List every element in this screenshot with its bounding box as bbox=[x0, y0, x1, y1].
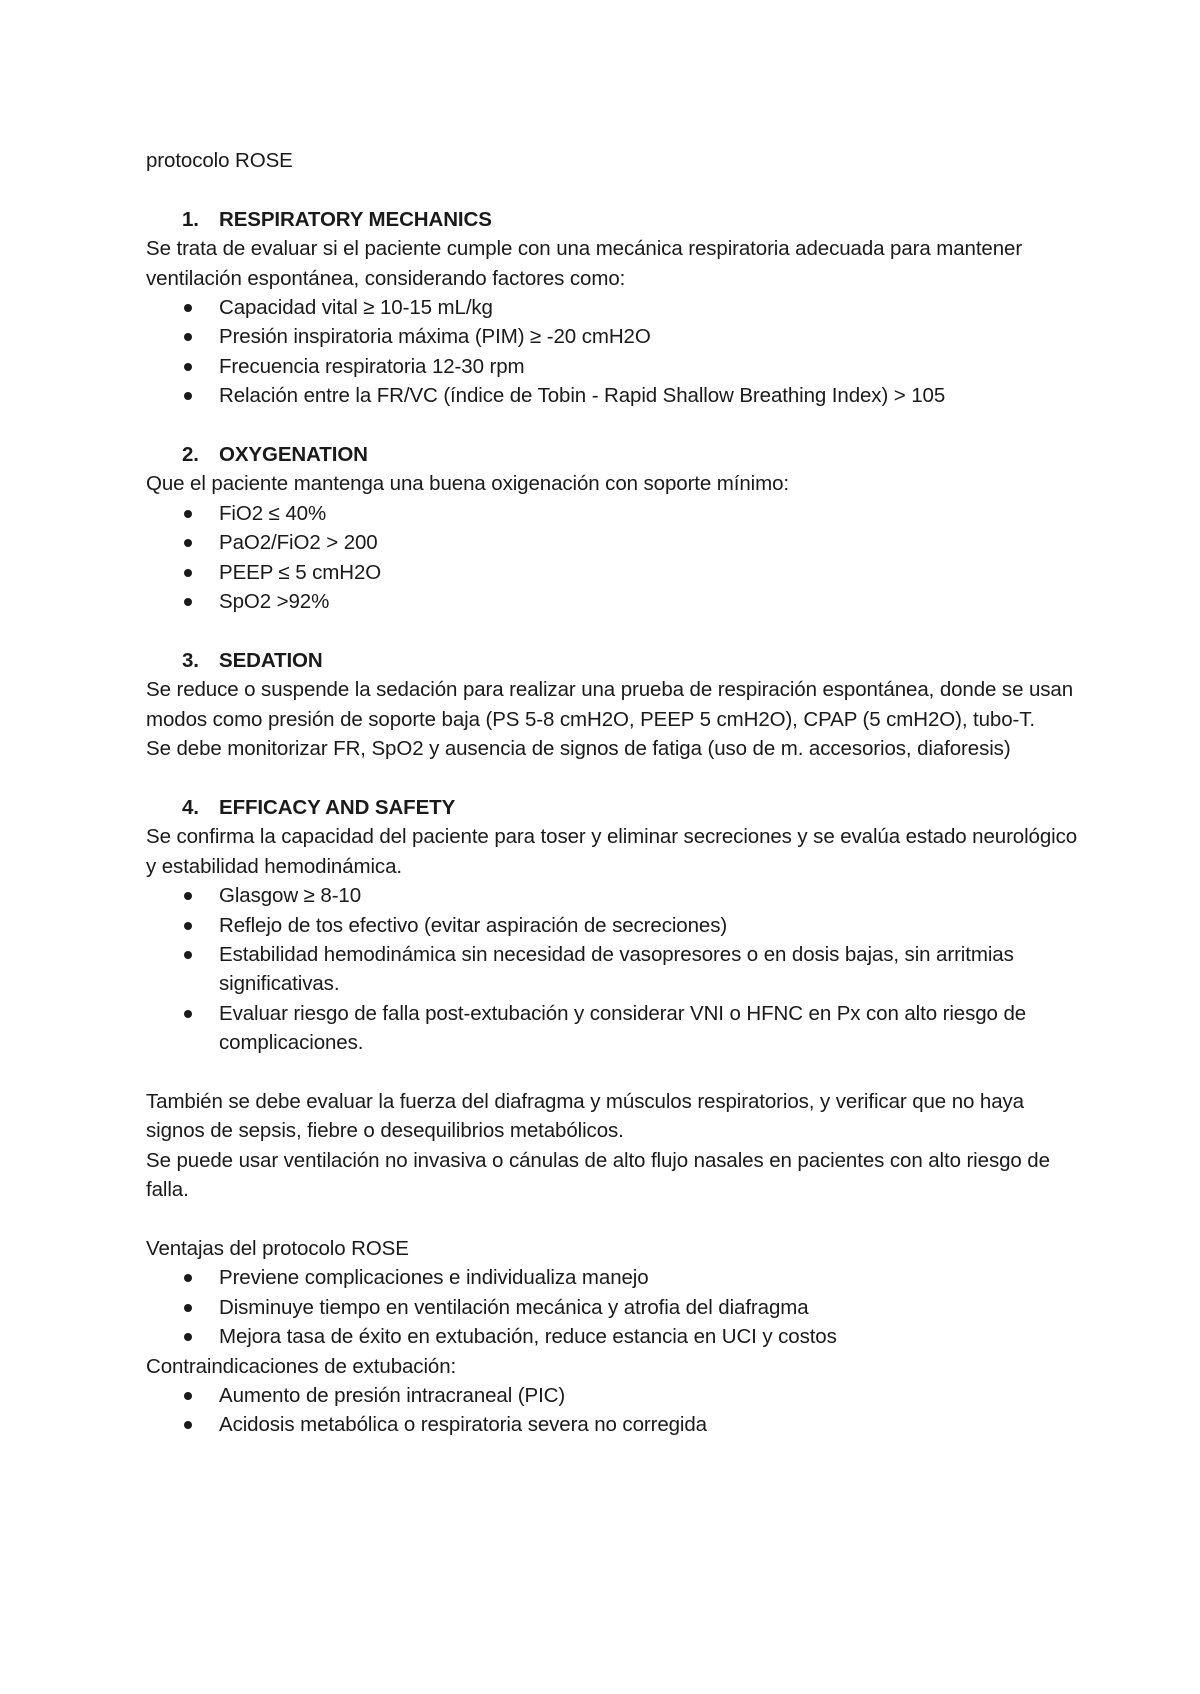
list-item: Aumento de presión intracraneal (PIC) bbox=[146, 1381, 1086, 1410]
document-title: protocolo ROSE bbox=[146, 149, 293, 172]
section-heading-efficacy-and-safety bbox=[146, 793, 1086, 822]
list-item: FiO2 ≤ 40% bbox=[146, 499, 1086, 528]
spacer bbox=[146, 1205, 1086, 1234]
advantages-title: Ventajas del protocolo ROSE bbox=[146, 1236, 409, 1260]
list-item: Disminuye tiempo en ventilación mecánica y atrofia del diafragma bbox=[146, 1293, 1086, 1322]
section-intro: Se confirma la capacidad del paciente para toser y eliminar secreciones y se evalúa estado neurológico y estabilidad hemodinámica. bbox=[146, 825, 1078, 878]
section-number: 4. bbox=[182, 795, 199, 819]
section-intro: Que el paciente mantenga una buena oxigenación con soporte mínimo: bbox=[146, 472, 790, 496]
spacer bbox=[146, 1058, 1086, 1087]
section-heading-sedation bbox=[146, 646, 1086, 675]
closing-paragraph: Se puede usar ventilación no invasiva o cánulas de alto flujo nasales en pacientes con alto riesgo de falla. bbox=[146, 1148, 1050, 1202]
section-intro: Se trata de evaluar si el paciente cumple con una mecánica respiratoria adecuada para mantener ventilación espontánea, considerando factores como: bbox=[146, 237, 1023, 290]
section-heading-oxygenation bbox=[146, 440, 1086, 469]
advantages-list bbox=[146, 1263, 1086, 1351]
list-item: Acidosis metabólica o respiratoria severa no corregida bbox=[146, 1410, 1086, 1439]
list-item: Frecuencia respiratoria 12-30 rpm bbox=[146, 352, 1086, 381]
section-number: 1. bbox=[182, 207, 199, 231]
spacer bbox=[146, 175, 1086, 204]
list-item: Presión inspiratoria máxima (PIM) ≥ -20 cmH2O bbox=[146, 322, 1086, 351]
list-item: PEEP ≤ 5 cmH2O bbox=[146, 558, 1086, 587]
bullet-list bbox=[146, 499, 1086, 617]
section-paragraph: Se debe monitorizar FR, SpO2 y ausencia de signos de fatiga (uso de m. accesorios, diaforesis) bbox=[146, 737, 1011, 761]
list-item: PaO2/FiO2 > 200 bbox=[146, 528, 1086, 557]
section-number: 2. bbox=[182, 443, 199, 467]
spacer bbox=[146, 411, 1086, 440]
closing-paragraph: También se debe evaluar la fuerza del diafragma y músculos respiratorios, y verificar que no haya signos de sepsis, fiebre o desequilibrios metabólicos. bbox=[146, 1089, 1024, 1143]
section-heading-text: OXYGENATION bbox=[219, 443, 368, 467]
bullet-list bbox=[146, 881, 1086, 1057]
list-item: Previene complicaciones e individualiza manejo bbox=[146, 1263, 1086, 1292]
spacer bbox=[146, 616, 1086, 645]
spacer bbox=[146, 763, 1086, 792]
contraindications-title: Contraindicaciones de extubación: bbox=[146, 1354, 457, 1378]
section-heading-text: RESPIRATORY MECHANICS bbox=[219, 207, 492, 231]
list-item: Evaluar riesgo de falla post-extubación y considerar VNI o HFNC en Px con alto riesgo de complicaciones. bbox=[146, 999, 1086, 1058]
section-heading-respiratory-mechanics bbox=[146, 205, 1086, 234]
section-heading-text: SEDATION bbox=[219, 648, 323, 672]
section-paragraph: Se reduce o suspende la sedación para realizar una prueba de respiración espontánea, donde se usan modos como presión de soporte baja (PS 5-8 cmH2O, PEEP 5 cmH2O), CPAP (5 cmH2O), tubo-T. bbox=[146, 678, 1074, 731]
list-item: SpO2 >92% bbox=[146, 587, 1086, 616]
contraindications-list bbox=[146, 1381, 1086, 1440]
list-item: Reflejo de tos efectivo (evitar aspiración de secreciones) bbox=[146, 911, 1086, 940]
list-item: Glasgow ≥ 8-10 bbox=[146, 881, 1086, 910]
list-item: Capacidad vital ≥ 10-15 mL/kg bbox=[146, 293, 1086, 322]
document-page bbox=[146, 146, 1086, 1440]
list-item: Relación entre la FR/VC (índice de Tobin - Rapid Shallow Breathing Index) > 105 bbox=[146, 381, 1086, 410]
list-item: Estabilidad hemodinámica sin necesidad de vasopresores o en dosis bajas, sin arritmias significativas. bbox=[146, 940, 1086, 999]
bullet-list bbox=[146, 293, 1086, 411]
list-item: Mejora tasa de éxito en extubación, reduce estancia en UCI y costos bbox=[146, 1322, 1086, 1351]
section-heading-text: EFFICACY AND SAFETY bbox=[219, 795, 456, 819]
section-number: 3. bbox=[182, 648, 199, 672]
